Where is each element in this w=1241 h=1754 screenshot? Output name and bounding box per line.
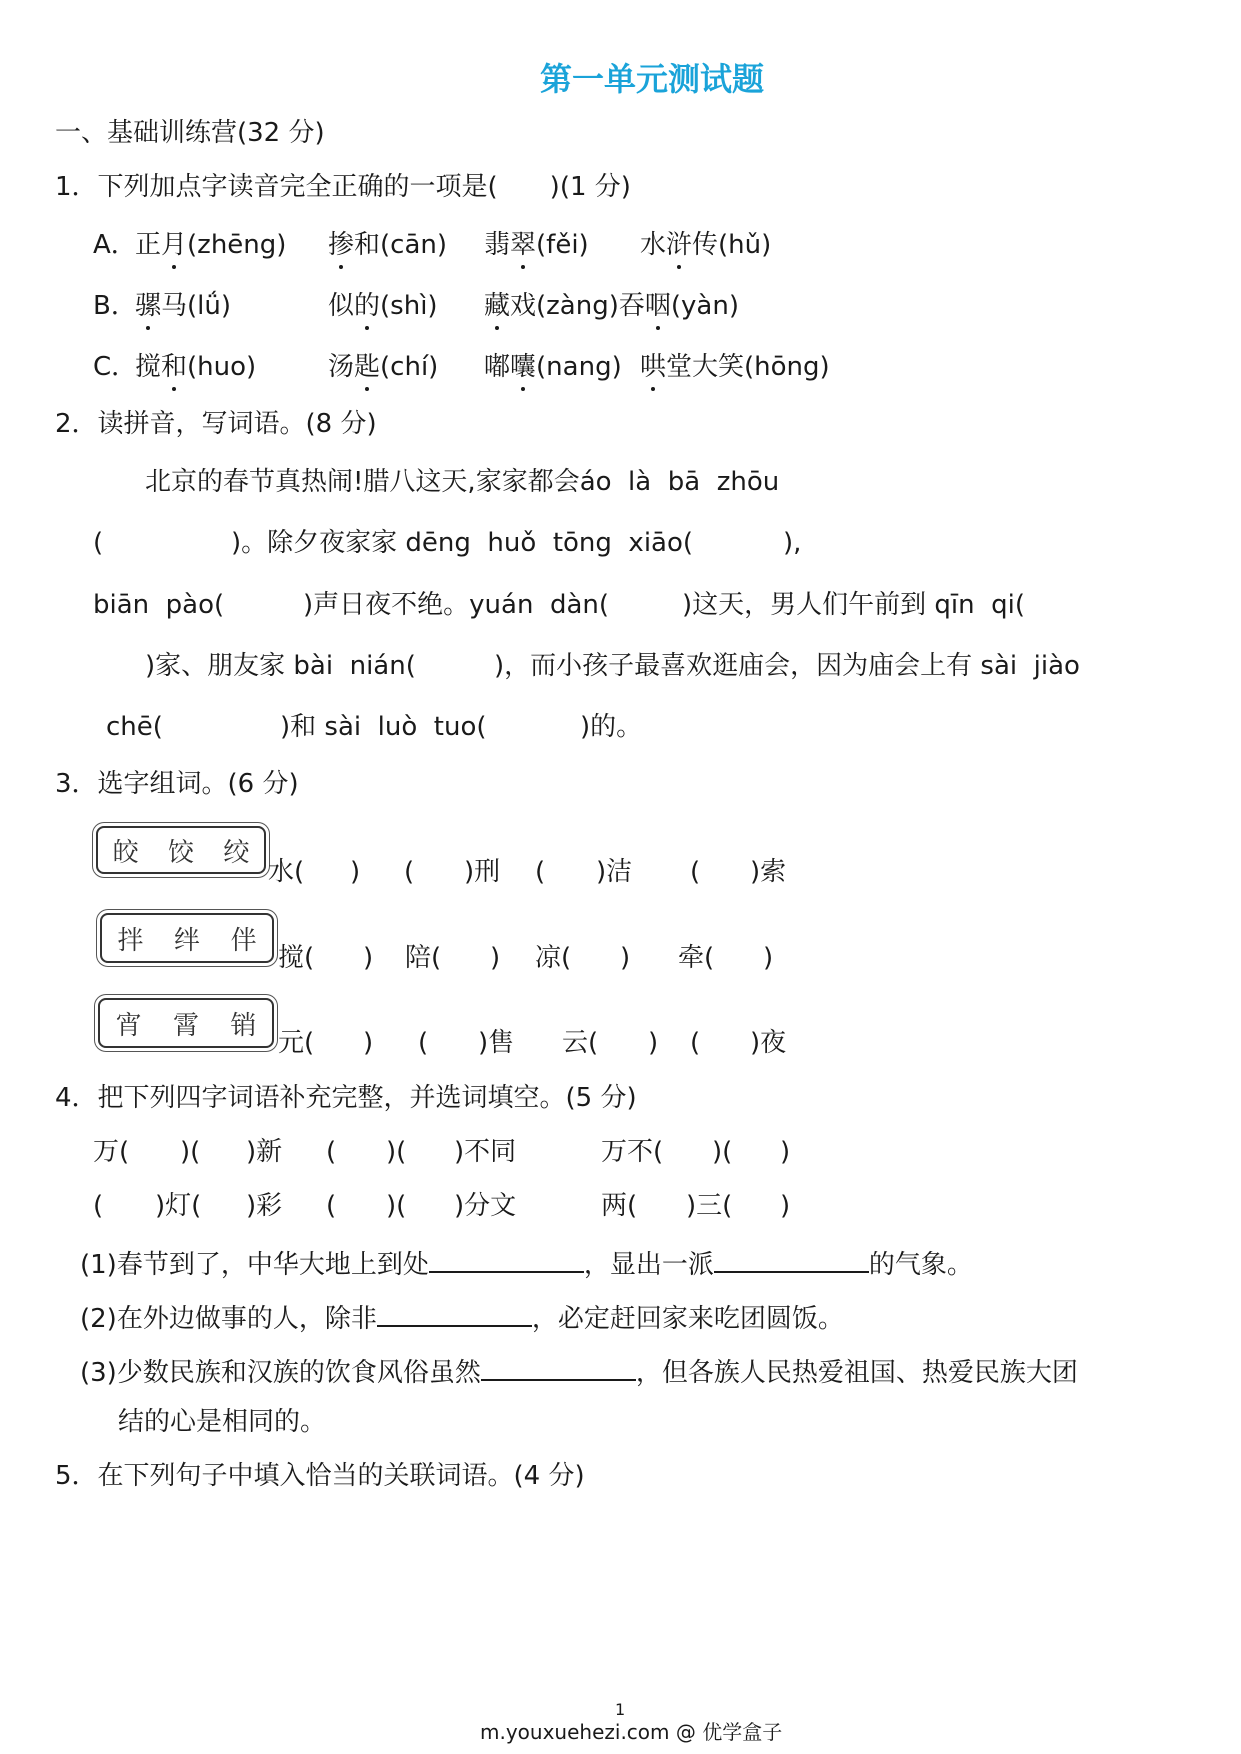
q3-row-1-blank-4-close: )索 <box>750 857 787 887</box>
q3-row-2-blank-1: 搅( <box>278 943 315 973</box>
idiom-blank: )彩 <box>246 1191 283 1221</box>
q3-row-2-blank-4-close: ) <box>763 943 774 973</box>
idiom-blank: ( <box>326 1191 337 1221</box>
idiom-blank: )( <box>712 1137 733 1167</box>
q4-sentence-3-cont: 结的心是相同的。 <box>118 1407 327 1437</box>
idiom-blank: 万( <box>93 1137 130 1167</box>
idiom-blank: )灯( <box>155 1191 202 1221</box>
idiom-blank: )( <box>180 1137 201 1167</box>
q4-sentence-1: (1)春节到了，中华大地上到处 ，显出一派 的气象。 <box>80 1245 973 1281</box>
choice-char: 拌 <box>117 925 144 956</box>
q2-line-5b: )和 sài luò tuo( <box>280 712 487 742</box>
idiom-blank: ( <box>326 1137 337 1167</box>
q2-line-4a: )家、朋友家 bài nián( <box>145 651 416 681</box>
q1-option-b-item-2: 似的(shì) <box>328 291 438 321</box>
char-choice-box-3 <box>98 998 274 1048</box>
q1-option-b-item-1: 骡马(lǘ) <box>135 291 232 321</box>
q2-line-4b: )，而小孩子最喜欢逛庙会，因为庙会上有 sài jiào <box>494 651 1080 681</box>
q1-option-c-item-4: 哄堂大笑(hōng) <box>640 352 830 382</box>
q1-option-a-item-2: 掺和(cān) <box>328 230 448 260</box>
q3-row-3-blank-4: ( <box>690 1028 701 1058</box>
char-choice-box-2 <box>100 913 274 963</box>
q1-option-a-label: A． <box>93 230 137 260</box>
q2-line-3a: biān pào( <box>93 590 225 620</box>
char-choice-box-1 <box>96 826 266 874</box>
q3-row-3-blank-2: ( <box>418 1028 429 1058</box>
q3-row-3-blank-1-close: ) <box>363 1028 374 1058</box>
idiom-blank: ( <box>93 1191 104 1221</box>
idiom-blank: ) <box>780 1137 791 1167</box>
q3-row-1-blank-3-close: )洁 <box>596 857 633 887</box>
q1-option-b-item-3: 藏戏(zàng)吞咽(yàn) <box>484 291 739 321</box>
q2-line-5a: chē( <box>106 712 163 742</box>
idiom-blank: )( <box>386 1191 407 1221</box>
q1-option-c-item-2: 汤匙(chí) <box>328 352 439 382</box>
idiom-blank: 两( <box>601 1191 638 1221</box>
q2-line-2c: ), <box>783 528 802 558</box>
choice-char: 销 <box>230 1010 257 1041</box>
q2-line-1: 北京的春节真热闹!腊八这天,家家都会áo là bā zhōu <box>145 467 780 497</box>
choice-char: 伴 <box>230 925 257 956</box>
idiom-blank: 万不( <box>601 1137 664 1167</box>
choice-char: 绞 <box>223 837 250 868</box>
q3-row-2-blank-4: 牵( <box>678 943 715 973</box>
section-heading-basic: 一、基础训练营(32 分) <box>55 118 325 148</box>
q2-line-2b: )。除夕夜家家 dēng huǒ tōng xiāo( <box>231 528 694 558</box>
q3-row-1-blank-2: ( <box>404 857 415 887</box>
q1-option-a-item-1: 正月(zhēng) <box>135 230 287 260</box>
idiom-blank: )分文 <box>454 1191 517 1221</box>
q3-row-2-blank-2: 陪( <box>405 943 442 973</box>
q3-row-2-blank-1-close: ) <box>363 943 374 973</box>
q1-option-c-item-3: 嘟囔(nang) <box>484 352 622 382</box>
idiom-blank: ) <box>780 1191 791 1221</box>
choice-char: 宵 <box>115 1010 142 1041</box>
q3-row-3-blank-1: 元( <box>278 1028 315 1058</box>
q4-sentence-3: (3)少数民族和汉族的饮食风俗虽然 ，但各族人民热爱祖国、热爱民族大团 <box>80 1353 1078 1389</box>
q3-row-3-blank-2-close: )售 <box>478 1028 515 1058</box>
q2-line-5c: )的。 <box>580 712 643 742</box>
idiom-blank: )不同 <box>454 1137 517 1167</box>
q2-line-2a: ( <box>93 528 104 558</box>
q3-row-3-blank-3: 云( <box>562 1028 599 1058</box>
idiom-blank: )三( <box>686 1191 733 1221</box>
q3-row-3-blank-4-close: )夜 <box>750 1028 787 1058</box>
q3-row-1-blank-3: ( <box>535 857 546 887</box>
q3-row-1-blank-1: 水( <box>268 857 305 887</box>
footer-site: m.youxuehezi.com @ 优学盒子 <box>480 1720 783 1744</box>
question-3-stem: 3．选字组词。(6 分) <box>55 769 299 799</box>
q3-row-3-blank-3-close: ) <box>648 1028 659 1058</box>
question-1-stem: 1．下列加点字读音完全正确的一项是( )(1 分) <box>55 172 631 202</box>
question-2-stem: 2．读拼音，写词语。(8 分) <box>55 409 377 439</box>
choice-char: 绊 <box>173 925 200 956</box>
q2-line-3b: )声日夜不绝。yuán dàn( <box>303 590 610 620</box>
q2-line-3c: )这天，男人们午前到 qīn qi( <box>682 590 1026 620</box>
q1-option-c-item-1: 搅和(huo) <box>135 352 257 382</box>
q4-sentence-2: (2)在外边做事的人，除非 ，必定赶回家来吃团圆饭。 <box>80 1299 844 1335</box>
question-4-stem: 4．把下列四字词语补充完整，并选词填空。(5 分) <box>55 1083 637 1113</box>
q1-option-a-item-3: 翡翠(fěi) <box>484 230 589 260</box>
q1-option-b-label: B． <box>93 291 137 321</box>
choice-char: 皎 <box>112 837 139 868</box>
idiom-blank: )新 <box>246 1137 283 1167</box>
question-5-stem: 5．在下列句子中填入恰当的关联词语。(4 分) <box>55 1461 585 1491</box>
choice-char: 饺 <box>167 837 194 868</box>
q3-row-1-blank-2-close: )刑 <box>464 857 501 887</box>
q3-row-1-blank-1-close: ) <box>350 857 361 887</box>
q1-option-c-label: C． <box>93 352 138 382</box>
q3-row-2-blank-3-close: ) <box>620 943 631 973</box>
q1-option-a-item-4: 水浒传(hǔ) <box>640 230 772 260</box>
q3-row-2-blank-2-close: ) <box>490 943 501 973</box>
choice-char: 霄 <box>172 1010 199 1041</box>
q3-row-2-blank-3: 凉( <box>535 943 572 973</box>
page-title: 第一单元测试题 <box>540 60 765 98</box>
q3-row-1-blank-4: ( <box>690 857 701 887</box>
page-number: 1 <box>615 1700 626 1719</box>
idiom-blank: )( <box>386 1137 407 1167</box>
